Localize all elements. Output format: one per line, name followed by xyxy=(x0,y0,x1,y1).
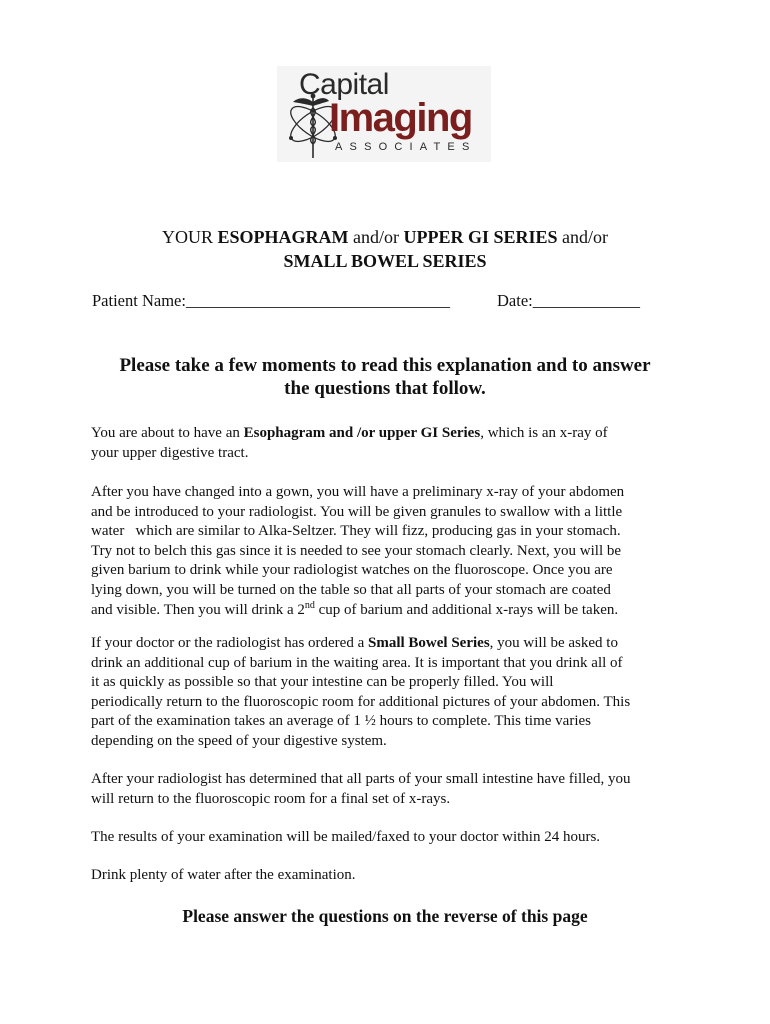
paragraph-intro: You are about to have an Esophagram and /or upper GI Series, which is an x-ray of your upper digestive tract. xyxy=(91,425,608,461)
patient-name-label: Patient Name: xyxy=(92,291,186,310)
instructions-heading-line-2: the questions that follow. xyxy=(284,378,486,399)
paragraph-procedure: After you have changed into a gown, you will have a preliminary x-ray of your abdomen and be introduced to your radiologist. You will be given granules to swallow with a little water which are similar to Alka-Seltzer. They will fizz, producing gas in your stomach. Try not to belch this gas since it is needed to see your stomach clearly. Next, you will be given barium to drink while your radiologist watches on the fluoroscope. Once you are lying down, you will be turned on the table so that all parts of your stomach are coated and visible. Then you will drink a 2nd cup of barium and additional x-rays will be taken. xyxy=(91,484,625,618)
instructions-heading-line-1: Please take a few moments to read this explanation and to answer xyxy=(119,355,651,376)
reverse-page-note: Please answer the questions on the reverse of this page xyxy=(182,906,588,926)
logo-word-capital: Capital xyxy=(299,68,389,101)
date-label: Date: xyxy=(497,291,533,310)
paragraph-results: The results of your examination will be mailed/faxed to your doctor within 24 hours. xyxy=(91,829,601,845)
date-field xyxy=(497,290,640,312)
patient-name-blank[interactable]: ________________________________ xyxy=(185,291,450,310)
capital-imaging-logo xyxy=(277,66,491,162)
paragraph-water: Drink plenty of water after the examination. xyxy=(91,867,356,883)
document-title-line-1: YOUR ESOPHAGRAM and/or UPPER GI SERIES and/or xyxy=(161,227,609,247)
paragraph-final-xrays: After your radiologist has determined that all parts of your small intestine have filled, you will return to the fluoroscopic room for a final set of x-rays. xyxy=(91,771,631,807)
patient-name-field xyxy=(92,290,450,312)
document-title-line-2: SMALL BOWEL SERIES xyxy=(283,251,487,271)
date-blank[interactable]: _____________ xyxy=(532,291,640,310)
logo-word-associates: ASSOCIATES xyxy=(335,141,477,153)
logo-word-imaging: Imaging xyxy=(329,96,472,140)
paragraph-small-bowel: If your doctor or the radiologist has ordered a Small Bowel Series, you will be asked to drink an additional cup of barium in the waiting area. It is important that you drink all of it as quickly as possible so that your intestine can be properly filled. You will periodically return to the fluoroscopic room for additional pictures of your abdomen. This part of the examination takes an average of 1 ½ hours to complete. This time varies depending on the speed of your digestive system. xyxy=(91,635,631,749)
